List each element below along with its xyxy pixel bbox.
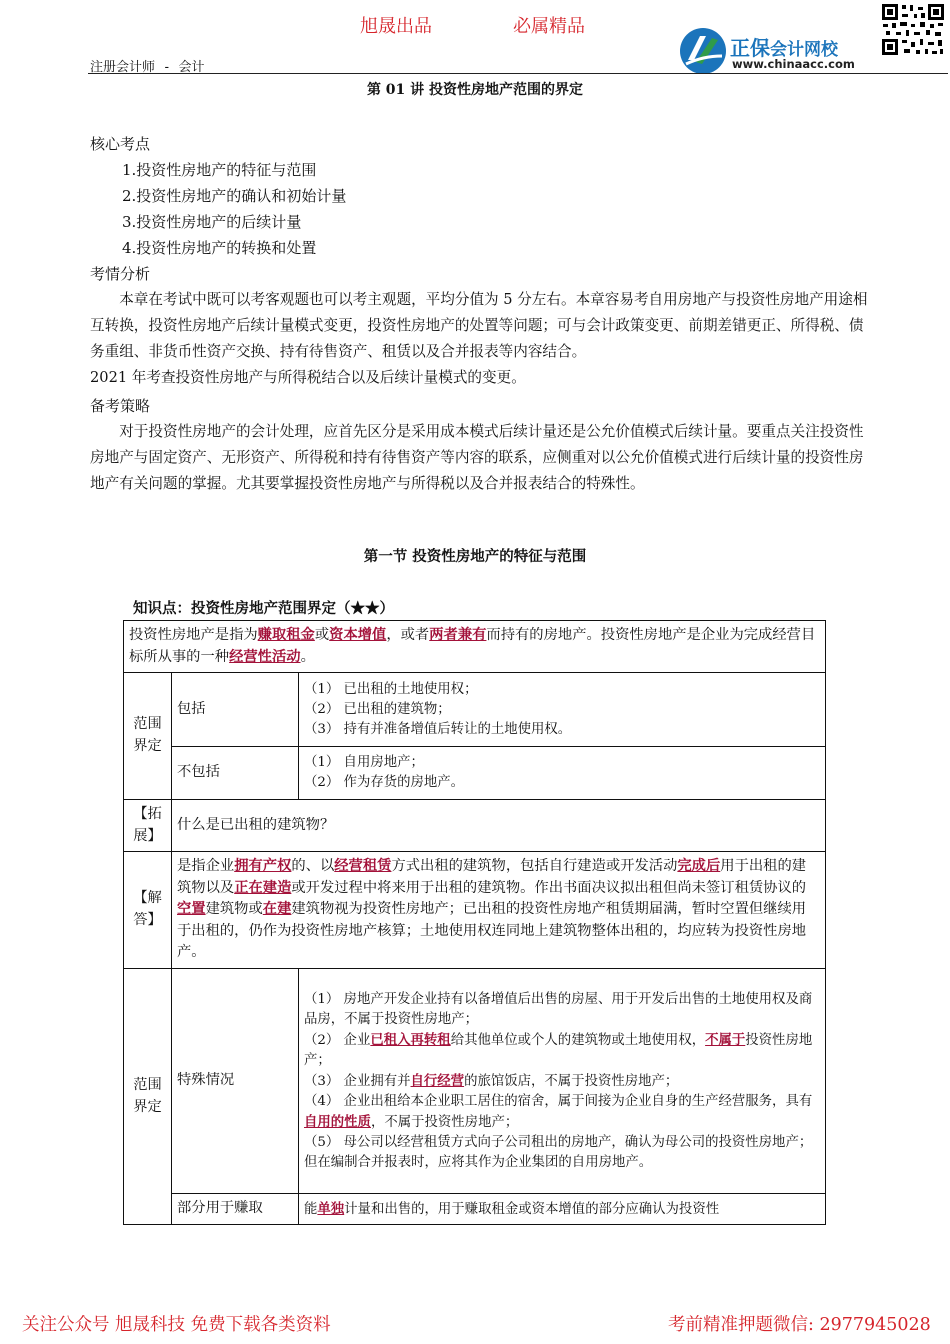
promo-left: 旭晟出品	[360, 16, 432, 37]
core-item: 2.投资性房地产的确认和初始计量	[122, 187, 347, 205]
qr-code-icon[interactable]	[880, 2, 946, 57]
definition-cell: 投资性房地产是指为赚取租金或资本增值，或者两者兼有而持有的房地产。投资性房地产是企业为完成经营目标所从事的一种经营性活动。	[124, 621, 826, 673]
scope-label: 范围界定	[124, 673, 172, 800]
brand-logo[interactable]	[678, 26, 863, 78]
table-row	[124, 969, 826, 1194]
core-item: 1.投资性房地产的特征与范围	[122, 161, 317, 179]
table-row	[124, 800, 826, 852]
include-list: （1） 已出租的土地使用权； （2） 已出租的建筑物； （3） 持有并准备增值后转让的土地使用权。	[299, 673, 826, 747]
exclude-label: 不包括	[172, 747, 299, 800]
section-title: 第一节 投资性房地产的特征与范围	[363, 548, 587, 565]
table-row	[124, 621, 826, 673]
exclude-list: （1） 自用房地产； （2） 作为存货的房地产。	[299, 747, 826, 800]
answer-text: 是指企业拥有产权的、以经营租赁方式出租的建筑物，包括自行建造或开发活动完成后用于出租的建筑物以及正在建造或开发过程中将来用于出租的建筑物。作出书面决议拟出租但尚未签订租赁协议的空置建筑物或在建建筑物视为投资性房地产；已出租的投资性房地产租赁期届满，暂时空置但继续用于出租的，仍作为投资性房地产核算；土地使用权连同地上建筑物整体出租的，均应转为投资性房地产。	[172, 852, 826, 969]
table-row	[124, 747, 826, 800]
table-row	[124, 673, 826, 747]
brand-name: 正保会计网校	[730, 36, 838, 60]
special-label: 特殊情况	[172, 969, 299, 1194]
partial-text: 能单独计量和出售的，用于赚取租金或资本增值的部分应确认为投资性	[299, 1194, 826, 1225]
brand-emblem-icon	[678, 26, 728, 76]
promo-right: 必属精品	[513, 16, 585, 37]
header-divider	[88, 73, 948, 74]
table-row	[124, 852, 826, 969]
footer-promo-right: 考前精准押题微信: 2977945028	[668, 1315, 931, 1335]
include-label: 包括	[172, 673, 299, 747]
analysis-heading: 考情分析	[90, 265, 151, 283]
knowledge-point-title: 知识点：投资性房地产范围界定（★★）	[133, 600, 394, 617]
knowledge-table	[123, 620, 826, 1225]
strategy-paragraph: 对于投资性房地产的会计处理，应首先区分是采用成本模式后续计量还是公允价值模式后续计量。要重点关注投资性房地产与固定资产、无形资产、所得税和持有待售资产等内容的联系，应侧重对以公允价值模式进行后续计量的投资性房地产有关问题的掌握。尤其要掌握投资性房地产与所得税以及合并报表结合的特殊性。	[90, 423, 864, 492]
answer-label: 【解答】	[124, 852, 172, 969]
brand-url: www.chinaacc.com	[732, 57, 855, 71]
scope2-label: 范围界定	[124, 969, 172, 1225]
table-row	[124, 1194, 826, 1225]
core-item: 4.投资性房地产的转换和处置	[122, 239, 317, 257]
footer-promo-left: 关注公众号 旭晟科技 免费下载各类资料	[22, 1315, 331, 1335]
analysis-paragraph: 本章在考试中既可以考客观题也可以考主观题，平均分值为 5 分左右。本章容易考自用房地产与投资性房地产用途相互转换，投资性房地产后续计量模式变更，投资性房地产的处置等问题；可与会计政策变更、前期差错更正、所得税、债务重组、非货币性资产交换、持有待售资产、租赁以及合并报表等内容结合。 2021 年考查投资性房地产与所得税结合以及后续计量模式的变更。	[90, 291, 868, 386]
core-item: 3.投资性房地产的后续计量	[122, 213, 302, 231]
expand-question: 什么是已出租的建筑物？	[172, 800, 826, 852]
core-heading: 核心考点	[90, 135, 151, 153]
strategy-heading: 备考策略	[90, 397, 151, 415]
expand-label: 【拓展】	[124, 800, 172, 852]
special-list: （1） 房地产开发企业持有以备增值后出售的房屋、用于开发后出售的土地使用权及商品房，不属于投资性房地产； （2） 企业已租入再转租给其他单位或个人的建筑物或土地使用权，不属于投资性房地产； （3） 企业拥有并自行经营的旅馆饭店，不属于投资性房地产； （4） 企业出租给本企业职工居住的宿舍，属于间接为企业自身的生产经营服务，具有自用的性质，不属于投资性房地产； （5） 母公司以经营租赁方式向子公司租出的房地产，确认为母公司的投资性房地产；但在编制合并报表时，应将其作为企业集团的自用房地产。	[299, 969, 826, 1194]
lecture-title: 第 01 讲 投资性房地产范围的界定	[366, 82, 584, 98]
course-label: 注册会计师 - 会计	[90, 60, 205, 75]
partial-label: 部分用于赚取	[172, 1194, 299, 1225]
